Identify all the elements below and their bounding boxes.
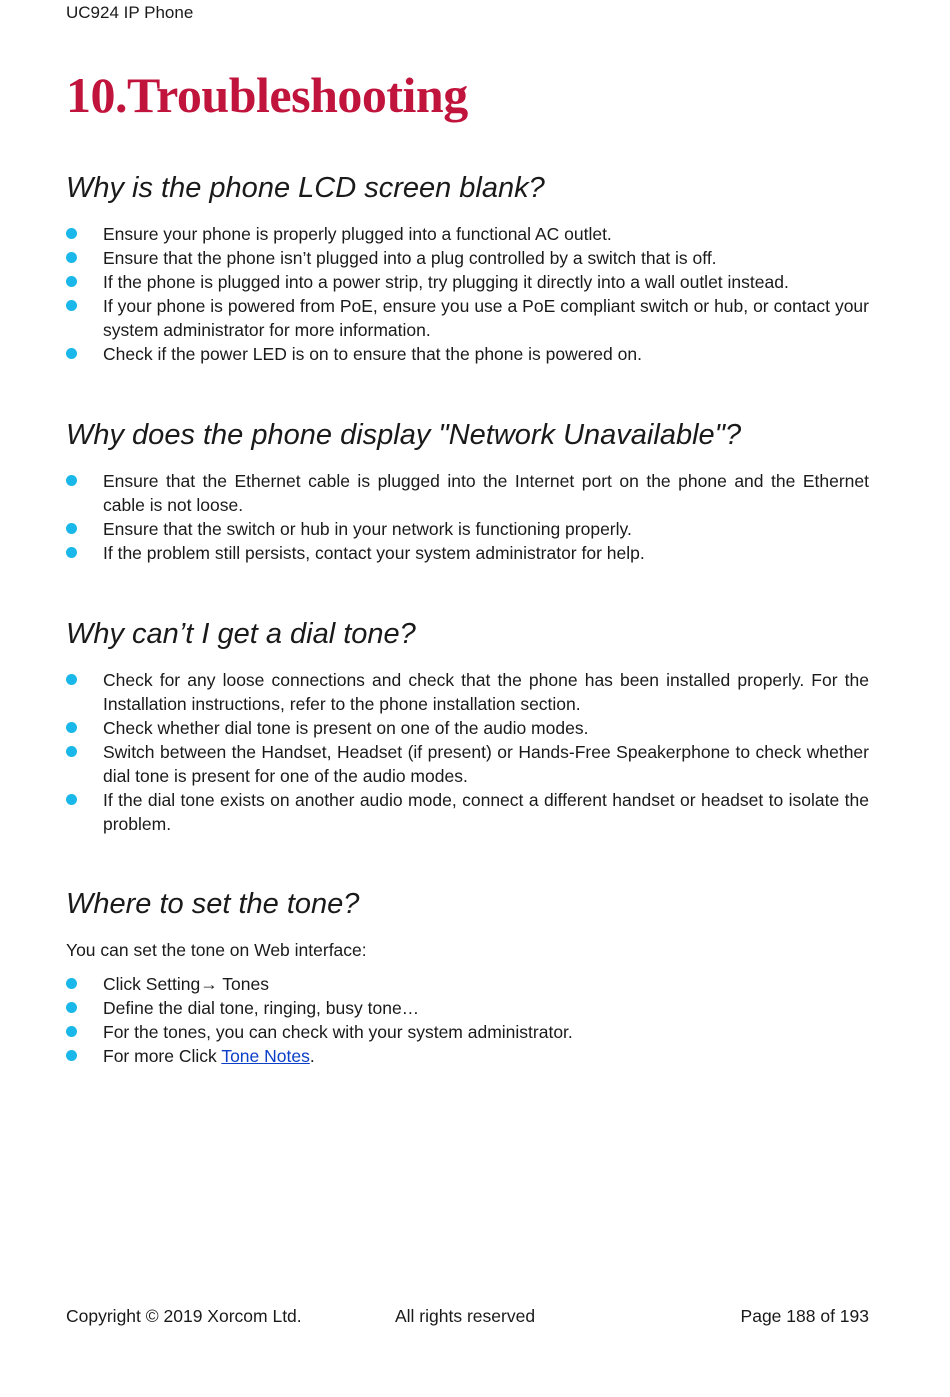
list-item [66,541,869,565]
bullet-dot-icon [66,228,77,239]
bullet-dot-icon [66,1002,77,1013]
list-item-text: Define the dial tone, ringing, busy tone… [103,998,420,1018]
section-dial-tone [66,616,869,836]
bullet-list [66,222,869,366]
list-item-text: If your phone is powered from PoE, ensure you use a PoE compliant switch or hub, or contact your system administrator for more information. [103,296,869,340]
list-item [66,469,869,517]
list-item-text: If the dial tone exists on another audio mode, connect a different handset or headset to isolate the problem. [103,790,869,834]
list-item [66,246,869,270]
bullet-dot-icon [66,252,77,263]
section-intro: You can set the tone on Web interface: [66,940,367,960]
list-item [66,716,869,740]
section-heading: Where to set the tone? [66,888,360,920]
list-item [66,972,869,996]
section-heading: Why does the phone display "Network Unavailable"? [66,419,742,451]
list-item-text: For the tones, you can check with your system administrator. [103,1022,573,1042]
list-item [66,222,869,246]
footer-rights: All rights reserved [395,1306,536,1326]
bullet-dot-icon [66,300,77,311]
bullet-dot-icon [66,674,77,685]
list-item-text: If the problem still persists, contact your system administrator for help. [103,543,645,563]
bullet-dot-icon [66,523,77,534]
list-item [66,342,869,366]
bullet-dot-icon [66,1026,77,1037]
bullet-dot-icon [66,746,77,757]
bullet-dot-icon [66,276,77,287]
bullet-dot-icon [66,978,77,989]
bullet-dot-icon [66,348,77,359]
list-item [66,1020,869,1044]
section-set-tone [66,886,869,1068]
bullet-list [66,668,869,836]
section-lcd-blank [66,170,869,366]
list-item-text: If the phone is plugged into a power strip, try plugging it directly into a wall outlet instead. [103,272,789,292]
bullet-dot-icon [66,547,77,558]
bullet-dot-icon [66,1050,77,1061]
list-item-text: Ensure that the Ethernet cable is plugged into the Internet port on the phone and the Ethernet cable is not loose. [103,471,869,515]
list-item-suffix: . [309,1046,315,1066]
chapter-title: 10.Troubleshooting [66,67,468,123]
footer-copyright: Copyright © 2019 Xorcom Ltd. [66,1306,302,1326]
list-item-prefix: For more Click [103,1046,222,1066]
list-item [66,788,869,836]
tone-notes-link[interactable]: Tone Notes [221,1046,310,1066]
bullet-list [66,972,869,1068]
list-item [66,517,869,541]
list-item [66,294,869,342]
section-network-unavailable [66,417,869,565]
bullet-dot-icon [66,722,77,733]
list-item-text: Switch between the Handset, Headset (if present) or Hands-Free Speakerphone to check whether dial tone is present for one of the audio modes. [103,742,869,786]
page-header: UC924 IP Phone [66,3,194,22]
list-item-text: Ensure that the switch or hub in your network is functioning properly. [103,519,632,539]
bullet-dot-icon [66,794,77,805]
footer-page-number: Page 188 of 193 [740,1306,869,1326]
list-item-text: Ensure your phone is properly plugged into a functional AC outlet. [103,224,612,244]
list-item [66,270,869,294]
section-heading: Why is the phone LCD screen blank? [66,172,545,204]
bullet-list [66,469,869,565]
list-item [66,1044,869,1068]
list-item [66,740,869,788]
list-item-text: Ensure that the phone isn’t plugged into a plug controlled by a switch that is off. [103,248,717,268]
bullet-dot-icon [66,475,77,486]
list-item-text: Check if the power LED is on to ensure that the phone is powered on. [103,344,642,364]
list-item-text: Click Setting→ Tones [103,974,270,994]
section-heading: Why can’t I get a dial tone? [66,618,416,650]
list-item-text: Check for any loose connections and check that the phone has been installed properly. For the Installation instructions, refer to the phone installation section. [103,670,869,714]
list-item [66,668,869,716]
list-item-text: Check whether dial tone is present on one of the audio modes. [103,718,589,738]
list-item [66,996,869,1020]
